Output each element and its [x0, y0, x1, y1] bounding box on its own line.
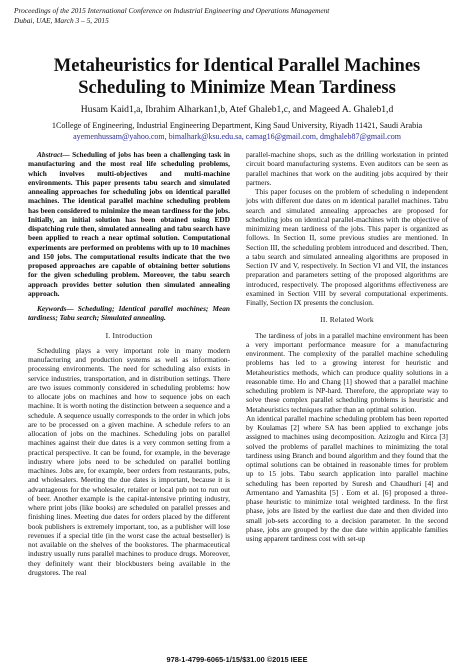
- keywords-text: — Scheduling; Identical parallel machines; Mean tardiness; Tabu search; Simulated annealing.: [28, 304, 230, 323]
- copyright-footer: 978-1-4799-6065-1/15/$31.00 ©2015 IEEE: [166, 655, 308, 664]
- intro-continuation: parallel-machine shops, such as the drilling workstation in printed circuit board manufacturing systems. Even auditors can be seen as parallel machines that work on the auditing jobs acquired by their partners.: [246, 150, 448, 187]
- proceedings-line-1: Proceedings of the 2015 International Conference on Industrial Engineering and Operations Management: [14, 6, 330, 15]
- related-paragraph-2: An identical parallel machine scheduling problem has been reported by Koulamas [2] where SA has been applied to exchange jobs assigned to machines using decomposition. Azizoglu and Kirca [3] solved the problems of parallel machines to minimizing the total tardiness using Branch and bound algorithm and they found that the optimal solutions can be obtained in reasonable times for problem up to 15 jobs. Tabu search application into parallel machine scheduling has been reported by Suresh and Chaudhuri [4] and Armentano and Yamashita [5] . Eom et al. [6] proposed a three-phase heuristic to minimize total weighted tardiness. In the first phase, jobs are listed by the earliest due date and then divided into small job-sets according to a decision parameter. In the second phase, jobs are grouped by the due date within applicable families using apparent tardiness cost with set-up: [246, 413, 448, 543]
- intro-paragraph-organization: This paper focuses on the problem of scheduling n independent jobs with different due dates on m identical parallel machines. Tabu search and simulated annealing approaches are proposed for scheduling jobs on identical parallel-machines with the objective of minimizing mean tardiness of the jobs. This paper is organized as follows. In Section II, some previous studies are mentioned. In Section III, the scheduling problem introduced and described. Then, a tabu search and simulated annealing algorithms are proposed in Section IV and V, respectively. In Section VI and VII, the instances preparation and parameters setting of the proposed algorithms are introduced, respectively. The proposed algorithms effectiveness are examined in Section VIII by several computational experiments. Finally, Section IX presents the conclusion.: [246, 187, 448, 307]
- section-heading-related-work: II. Related Work: [320, 315, 374, 325]
- proceedings-line-2: Dubai, UAE, March 3 – 5, 2015: [14, 15, 109, 25]
- abstract-lead: Abstract: [37, 150, 63, 159]
- author-list: Husam Kaid1,a, Ibrahim Alharkan1,b, Atef Ghaleb1,c, and Mageed A. Ghaleb1,d: [80, 104, 394, 115]
- title-line-1: Metaheuristics for Identical Parallel Machines: [53, 56, 421, 76]
- right-column: [246, 150, 448, 543]
- title-line-2: Scheduling to Minimize Mean Tardiness: [78, 78, 396, 98]
- left-column: [28, 150, 230, 577]
- abstract-text: — Scheduling of jobs has been a challenging task in manufacturing and the most real life scheduling problems, which involves multi-objectives and multi-machine environments. This paper presents tabu search and simulated annealing approaches for scheduling jobs on identical parallel machines. The identical parallel machine scheduling problem has been considered to minimize the mean tardiness for the jobs. Initially, an initial solution has been obtained using EDD dispatching rule then, simulated annealing and tabu search have been applied to reach a near optimal solution. Computational experiments are performed on problems with up to 10 machines and 150 jobs. The computational results indicate that the two proposed approaches are capable of obtaining better solutions for the given scheduling problem. Moreover, the tabu search approach provides better solution then simulated annealing approach.: [28, 150, 230, 298]
- section-heading-introduction: I. Introduction: [105, 330, 153, 340]
- proceedings-header: [14, 6, 329, 25]
- paper-title: [10, 55, 464, 99]
- keywords-lead: Keywords: [37, 304, 67, 313]
- intro-paragraph: Scheduling plays a very important role in many modern manufacturing and production systems as well as information-processing environments. The need for scheduling also exists in service industries, transportation, and in distribution settings. There are two issues commonly considered in scheduling problems: how to allocate jobs on machines and how to sequence jobs on each machine. It is worth noting the distinction between a sequence and a schedule. A sequence usually corresponds to the order in which jobs are to be processed on a given machine. A schedule refers to an allocation of jobs on the machines. Scheduling jobs on parallel machines against their due dates is a very common setting from a practical perspective. It can be found, for example, in the beverage industry where jobs need to be scheduled on parallel bottling machines. Jobs are, for example, beer orders from restaurants, pubs, and wholesalers. Meeting the due dates is important, because it is advantageous for the wholesaler, retailer or local pub not to run out of beer. Another example is the capital-intensive printing industry, where print jobs (like books) are scheduled on parallel presses and finishing lines. Meeting due dates for orders placed by the different book publishers is extremely important, too, as a publisher will lose revenues if a special title (in the worst case the actual bestseller) is not available on the shelves of the bookstores. The pharmaceutical industry usually runs parallel machines to produce drugs. Moreover, they definitely want their blockbusters being available in the drugstores. The real: [28, 345, 230, 577]
- abstract: [28, 150, 230, 298]
- affiliation: 1College of Engineering, Industrial Engineering Department, King Saud University, Riyadh 11421, Saudi Arabia: [51, 121, 423, 130]
- keywords: [28, 304, 230, 323]
- author-emails: ayemenhussam@yahoo.com, bimalhark@ksu.edu.sa, camag16@gmail.com, dmghaleb87@gmail.com: [73, 132, 401, 141]
- related-paragraph-1: The tardiness of jobs in a parallel machine environment has been a very important performance measure for a manufacturing environment. The complexity of the parallel machine scheduling problems has led to a growing interest for heuristic and Metaheuristics methods, which can produce quality solutions in a reasonable time. Ho and Chang [1] showed that a parallel machine scheduling problem is NP-hard. Therefore, the appropriate way to solve these complex parallel scheduling problems is heuristic and Metaheuristics techniques rather than an optimal solution.: [246, 330, 448, 414]
